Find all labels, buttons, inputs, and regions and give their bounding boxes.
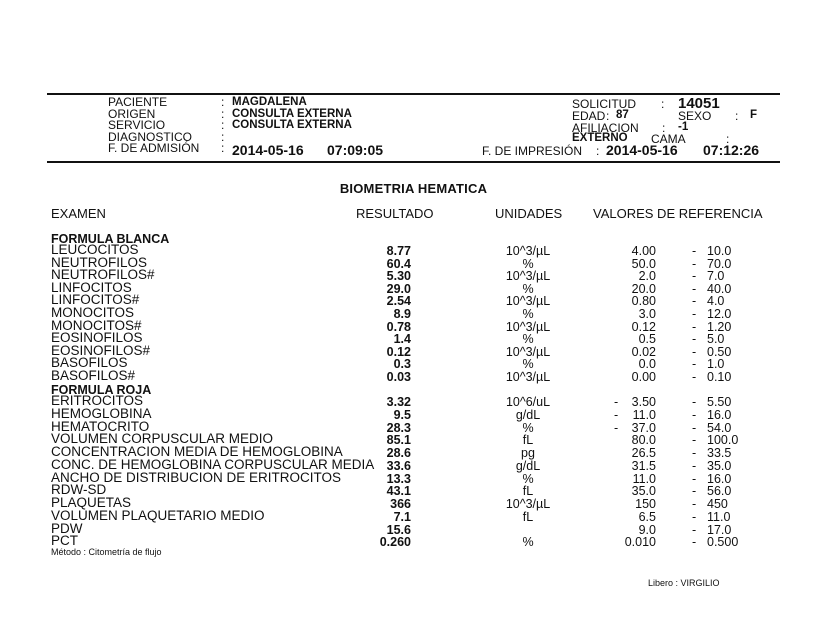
paciente-value: MAGDALENA bbox=[232, 96, 307, 108]
exam-name: RDW-SD bbox=[51, 482, 107, 498]
header-labels bbox=[108, 97, 199, 155]
sexo-label: SEXO bbox=[678, 109, 712, 123]
reference-high: 33.5 bbox=[707, 446, 732, 460]
exam-result: 7.1 bbox=[393, 509, 411, 524]
reference-separator: - bbox=[692, 332, 697, 347]
sexo-value: F bbox=[750, 109, 758, 121]
sexo-colon: : bbox=[735, 109, 739, 123]
reference-separator: - bbox=[692, 281, 697, 296]
exam-name: HEMOGLOBINA bbox=[51, 405, 152, 421]
reference-high: 11.0 bbox=[707, 509, 731, 524]
reference-separator: - bbox=[692, 420, 697, 435]
cama-colon: : bbox=[726, 132, 730, 146]
exam-name: PCT bbox=[51, 533, 78, 549]
label-diagnostico: DIAGNOSTICO bbox=[108, 129, 193, 144]
reference-high: 1.20 bbox=[707, 319, 732, 334]
exam-result: 3.32 bbox=[386, 395, 411, 409]
exam-name: NEUTROFILOS# bbox=[51, 267, 155, 283]
afiliacion-value: -1 bbox=[678, 121, 689, 133]
exam-result: 43.1 bbox=[386, 484, 411, 499]
reference-low: 31.5 bbox=[631, 458, 656, 473]
servicio-value: CONSULTA EXTERNA bbox=[232, 119, 352, 131]
solicitud-value: 14051 bbox=[678, 95, 720, 112]
reference-separator: - bbox=[692, 484, 697, 499]
reference-low: 0.12 bbox=[631, 319, 656, 334]
exam-result: 33.6 bbox=[386, 458, 411, 473]
exam-result: 0.260 bbox=[379, 535, 411, 550]
exam-unit: 10^3/µL bbox=[505, 269, 551, 284]
libero-note: Libero : VIRGILIO bbox=[648, 578, 720, 588]
reference-low: 3.50 bbox=[631, 395, 656, 409]
reference-separator: - bbox=[692, 319, 697, 334]
exam-result: 366 bbox=[390, 497, 411, 511]
impresion-colon: : bbox=[596, 144, 600, 158]
reference-high: 0.500 bbox=[707, 535, 739, 550]
reference-high: 10.0 bbox=[707, 244, 732, 258]
exam-flag: - bbox=[614, 395, 619, 409]
reference-separator: - bbox=[692, 471, 697, 486]
reference-separator: - bbox=[692, 307, 697, 321]
exam-result: 1.4 bbox=[393, 332, 411, 347]
exam-result: 13.3 bbox=[386, 471, 411, 486]
reference-high: 54.0 bbox=[707, 420, 732, 435]
reference-low: 3.0 bbox=[638, 307, 656, 321]
reference-low: 50.0 bbox=[631, 256, 656, 271]
exam-unit: fL bbox=[522, 484, 534, 499]
reference-separator: - bbox=[692, 357, 697, 372]
reference-separator: - bbox=[692, 395, 697, 409]
edad-colon: : bbox=[606, 109, 610, 123]
exam-unit: 10^3/µL bbox=[505, 370, 551, 384]
impresion-label: F. DE IMPRESIÓN bbox=[482, 144, 583, 158]
reference-high: 40.0 bbox=[707, 281, 732, 296]
reference-high: 56.0 bbox=[707, 484, 732, 499]
exam-result: 0.78 bbox=[386, 319, 411, 334]
exam-name: PDW bbox=[51, 520, 83, 536]
header-bottom-rule bbox=[47, 161, 780, 163]
reference-separator: - bbox=[692, 370, 697, 384]
exam-result: 29.0 bbox=[386, 281, 411, 296]
exam-result: 0.3 bbox=[393, 357, 411, 372]
col-examen: EXAMEN bbox=[51, 206, 106, 221]
externo-value: EXTERNO bbox=[572, 132, 628, 144]
exam-unit: g/dL bbox=[515, 407, 541, 422]
reference-low: 0.0 bbox=[638, 357, 656, 372]
reference-separator: - bbox=[692, 433, 697, 448]
reference-low: 9.0 bbox=[638, 522, 656, 537]
exam-name: EOSINOFILOS# bbox=[51, 342, 151, 358]
reference-high: 5.0 bbox=[707, 332, 725, 347]
reference-separator: - bbox=[692, 256, 697, 271]
exam-name: EOSINOFILOS bbox=[51, 330, 143, 346]
reference-separator: - bbox=[692, 407, 697, 422]
afiliacion-label: AFILIACION bbox=[572, 121, 639, 135]
exam-flag: - bbox=[614, 420, 619, 435]
reference-low: 150 bbox=[635, 497, 656, 511]
solicitud-label: SOLICITUD bbox=[572, 97, 637, 111]
exam-unit: % bbox=[522, 535, 534, 550]
reference-low: 11.0 bbox=[632, 471, 656, 486]
exam-unit: % bbox=[522, 420, 534, 435]
exam-name: MONOCITOS bbox=[51, 305, 135, 320]
exam-result: 0.03 bbox=[386, 370, 411, 384]
exam-name: PLAQUETAS bbox=[51, 495, 132, 510]
reference-low: 0.02 bbox=[631, 344, 656, 359]
exam-result: 28.6 bbox=[386, 446, 411, 460]
exam-name: MONOCITOS# bbox=[51, 317, 142, 333]
reference-separator: - bbox=[692, 535, 697, 550]
edad-value: 87 bbox=[616, 109, 629, 121]
exam-unit: 10^3/µL bbox=[505, 497, 551, 511]
exam-unit: pg bbox=[521, 446, 535, 460]
reference-low: 20.0 bbox=[631, 281, 656, 296]
report-title: BIOMETRIA HEMATICA bbox=[339, 181, 488, 196]
exam-name: ERITROCITOS bbox=[51, 393, 144, 408]
reference-high: 100.0 bbox=[707, 433, 739, 448]
exam-result: 2.54 bbox=[386, 294, 411, 309]
exam-unit: 10^3/µL bbox=[505, 344, 551, 359]
reference-low: 11.0 bbox=[632, 407, 656, 422]
exam-name: NEUTROFILOS bbox=[51, 254, 148, 270]
exam-unit: % bbox=[522, 471, 534, 486]
reference-separator: - bbox=[692, 509, 697, 524]
reference-high: 17.0 bbox=[707, 522, 732, 537]
reference-high: 450 bbox=[707, 497, 728, 511]
reference-low: 4.00 bbox=[631, 244, 656, 258]
exam-name: VOLUMEN CORPUSCULAR MEDIO bbox=[51, 431, 274, 447]
exam-unit: fL bbox=[522, 433, 534, 448]
exam-name: CONC. DE HEMOGLOBINA CORPUSCULAR MEDIA bbox=[51, 456, 375, 472]
exam-unit: 10^3/µL bbox=[505, 319, 551, 334]
impresion-hora: 07:12:26 bbox=[703, 142, 760, 158]
exam-name: ANCHO DE DISTRIBUCION DE ERITROCITOS bbox=[51, 469, 342, 485]
exam-flag: - bbox=[614, 407, 619, 422]
reference-low: 0.010 bbox=[624, 535, 656, 550]
label-admision: F. DE ADMISIÓN bbox=[108, 141, 200, 155]
reference-separator: - bbox=[692, 244, 697, 258]
exam-result: 85.1 bbox=[386, 433, 411, 448]
exam-name: LINFOCITOS# bbox=[51, 292, 140, 308]
reference-separator: - bbox=[692, 522, 697, 537]
reference-low: 37.0 bbox=[631, 420, 656, 435]
reference-high: 16.0 bbox=[707, 407, 732, 422]
reference-high: 5.50 bbox=[707, 395, 732, 409]
exam-unit: g/dL bbox=[515, 458, 541, 473]
afiliacion-colon: : bbox=[662, 121, 666, 135]
exam-result: 28.3 bbox=[386, 420, 411, 435]
exam-name: CONCENTRACION MEDIA DE HEMOGLOBINA bbox=[51, 444, 343, 459]
col-unidades: UNIDADES bbox=[495, 206, 563, 221]
impresion-fecha: 2014-05-16 bbox=[606, 142, 678, 158]
reference-low: 0.00 bbox=[631, 370, 656, 384]
cama-label: CAMA bbox=[651, 132, 686, 146]
label-servicio: SERVICIO bbox=[108, 118, 166, 132]
exam-result: 60.4 bbox=[386, 256, 411, 271]
exam-unit: % bbox=[522, 357, 534, 372]
exam-unit: fL bbox=[522, 509, 534, 524]
reference-low: 35.0 bbox=[631, 484, 656, 499]
reference-separator: - bbox=[692, 458, 697, 473]
exam-result: 15.6 bbox=[386, 522, 411, 537]
reference-high: 35.0 bbox=[707, 458, 732, 473]
exam-unit: 10^3/µL bbox=[505, 244, 551, 258]
origen-value: CONSULTA EXTERNA bbox=[232, 107, 352, 120]
header-colons: : : : : : bbox=[221, 95, 225, 155]
exam-result: 8.9 bbox=[393, 307, 411, 321]
exam-unit: % bbox=[522, 307, 534, 321]
reference-separator: - bbox=[692, 497, 697, 511]
exam-name: VOLUMEN PLAQUETARIO MEDIO bbox=[51, 507, 265, 523]
reference-low: 0.80 bbox=[631, 294, 656, 309]
label-origen: ORIGEN bbox=[108, 106, 156, 121]
reference-low: 2.0 bbox=[638, 269, 656, 284]
edad-label: EDAD bbox=[572, 109, 606, 123]
exam-name: LEUCOCITOS bbox=[51, 242, 139, 257]
reference-low: 26.5 bbox=[631, 446, 656, 460]
exam-name: BASOFILOS bbox=[51, 355, 128, 371]
reference-high: 1.0 bbox=[707, 357, 725, 372]
reference-low: 6.5 bbox=[638, 509, 656, 524]
admision-fecha: 2014-05-16 bbox=[232, 142, 304, 158]
reference-high: 0.50 bbox=[707, 344, 732, 359]
reference-high: 4.0 bbox=[707, 294, 725, 309]
col-referencia: VALORES DE REFERENCIA bbox=[593, 206, 763, 221]
reference-separator: - bbox=[692, 269, 697, 284]
exam-result: 9.5 bbox=[393, 407, 411, 422]
exam-result: 5.30 bbox=[386, 269, 411, 284]
exam-name: BASOFILOS# bbox=[51, 368, 136, 383]
reference-low: 0.5 bbox=[638, 332, 656, 347]
reference-high: 7.0 bbox=[707, 269, 725, 284]
exam-name: HEMATOCRITO bbox=[51, 418, 150, 434]
exam-unit: % bbox=[522, 332, 534, 347]
metodo-note: Método : Citometría de flujo bbox=[51, 547, 162, 557]
label-paciente: PACIENTE bbox=[108, 95, 168, 109]
exam-unit: 10^3/µL bbox=[505, 294, 551, 309]
section-formula-roja: FORMULA ROJA bbox=[51, 383, 152, 397]
exam-result: 0.12 bbox=[386, 344, 411, 359]
reference-separator: - bbox=[692, 294, 697, 309]
exam-unit: 10^6/uL bbox=[505, 395, 551, 409]
reference-separator: - bbox=[692, 446, 697, 460]
exam-name: LINFOCITOS bbox=[51, 279, 132, 295]
reference-separator: - bbox=[692, 344, 697, 359]
reference-high: 16.0 bbox=[707, 471, 732, 486]
reference-high: 0.10 bbox=[707, 370, 732, 384]
exam-unit: % bbox=[522, 281, 534, 296]
exam-unit: % bbox=[522, 256, 534, 271]
section-formula-blanca: FORMULA BLANCA bbox=[51, 232, 170, 246]
reference-high: 12.0 bbox=[707, 307, 732, 321]
col-resultado: RESULTADO bbox=[356, 206, 434, 221]
solicitud-colon: : bbox=[661, 97, 665, 111]
admision-hora: 07:09:05 bbox=[327, 142, 384, 158]
header-values bbox=[232, 97, 352, 132]
reference-low: 80.0 bbox=[631, 433, 656, 448]
exam-result: 8.77 bbox=[386, 244, 411, 258]
reference-high: 70.0 bbox=[707, 256, 732, 271]
